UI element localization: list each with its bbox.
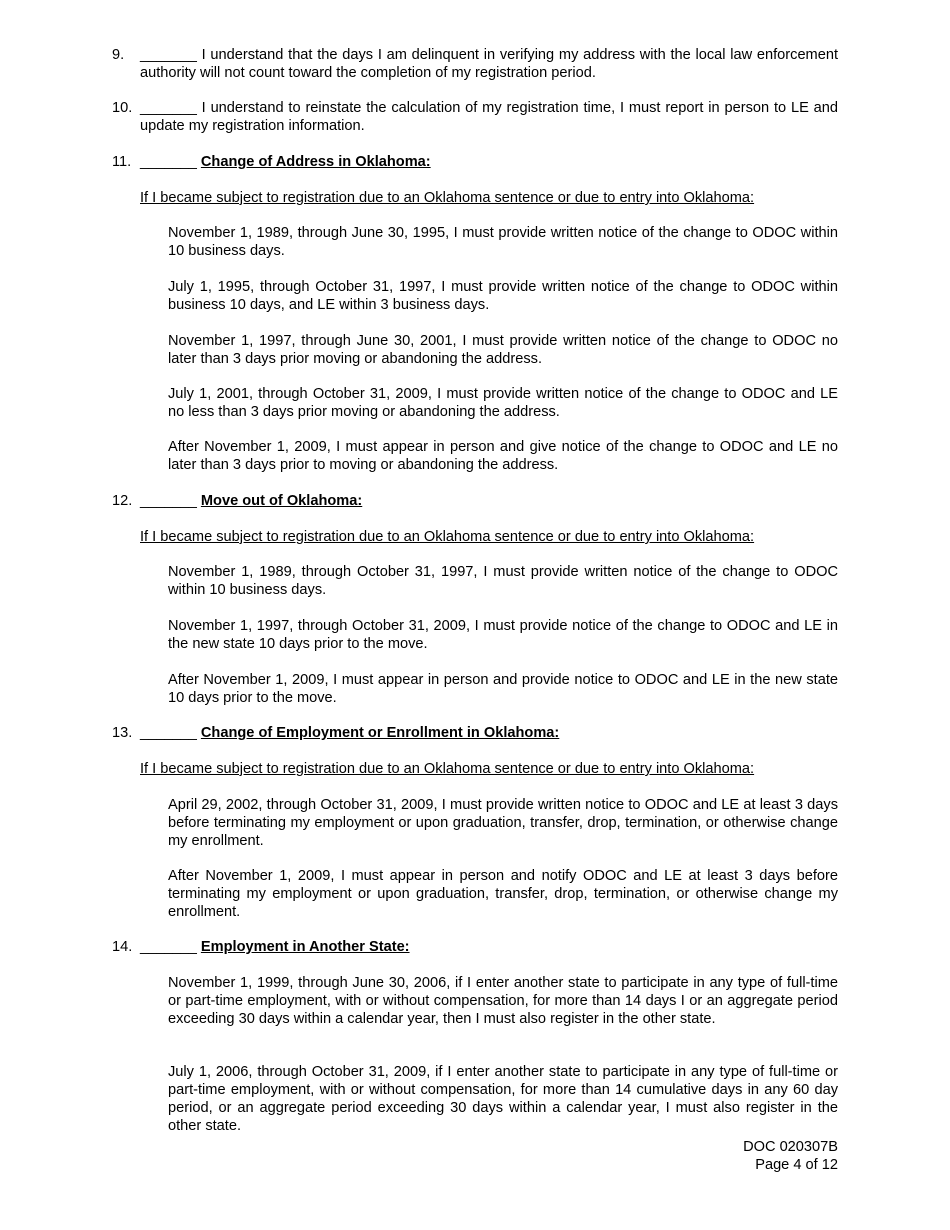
item-number: 11. bbox=[112, 154, 132, 170]
item-number: 14. bbox=[112, 939, 133, 955]
section-heading: Change of Employment or Enrollment in Oklahoma: bbox=[200, 725, 560, 741]
paragraph: November 1, 1997, through October 31, 2009, I must provide notice of the change to ODOC and LE in the new state 10 days prior to the move. bbox=[168, 618, 838, 652]
item-14 bbox=[112, 938, 838, 956]
section-subheading: If I became subject to registration due to an Oklahoma sentence or due to entry into Oklahoma: bbox=[140, 529, 755, 545]
section-heading: Change of Address in Oklahoma: bbox=[200, 154, 431, 170]
initial-blank: _______ bbox=[140, 154, 197, 170]
paragraph: November 1, 1999, through June 30, 2006, if I enter another state to participate in any type of full-time or part-time employment, with or without compensation, for more than 14 days I or an aggregate period exceeding 30 days within a calendar year, then I must also register in the other state. bbox=[168, 975, 838, 1027]
section-heading: Move out of Oklahoma: bbox=[200, 493, 363, 509]
paragraph: July 1, 1995, through October 31, 1997, I must provide written notice of the change to ODOC within business 10 days, and LE within 3 business days. bbox=[168, 279, 838, 313]
paragraph: July 1, 2006, through October 31, 2009, if I enter another state to participate in any type of full-time or part-time employment, with or without compensation, for more than 14 cumulative days in any 60 day period, or an aggregate period exceeding 30 days within a calendar year, I must also register in the other state. bbox=[168, 1064, 838, 1134]
item-12 bbox=[112, 492, 838, 510]
section-heading: Employment in Another State: bbox=[200, 939, 410, 955]
initial-blank: _______ bbox=[140, 493, 197, 509]
page-footer bbox=[743, 1138, 838, 1174]
item-13 bbox=[112, 724, 838, 742]
initial-blank: _______ bbox=[140, 100, 197, 116]
section-subheading: If I became subject to registration due to an Oklahoma sentence or due to entry into Oklahoma: bbox=[140, 761, 755, 777]
paragraph: July 1, 2001, through October 31, 2009, I must provide written notice of the change to ODOC and LE no less than 3 days prior moving or abandoning the address. bbox=[168, 386, 838, 420]
item-number: 10. bbox=[112, 100, 133, 116]
initial-blank: _______ bbox=[140, 939, 197, 955]
initial-blank: _______ bbox=[140, 47, 197, 63]
item-number: 9. bbox=[112, 47, 125, 63]
page-number: Page 4 of 12 bbox=[755, 1157, 838, 1173]
paragraph: November 1, 1989, through October 31, 1997, I must provide written notice of the change to ODOC within 10 business days. bbox=[168, 564, 838, 598]
section-subheading: If I became subject to registration due to an Oklahoma sentence or due to entry into Oklahoma: bbox=[140, 190, 755, 206]
item-text: I understand that the days I am delinquent in verifying my address with the local law enforcement authority will not count toward the completion of my registration period. bbox=[140, 47, 838, 81]
item-number: 12. bbox=[112, 493, 133, 509]
paragraph: November 1, 1989, through June 30, 1995, I must provide written notice of the change to ODOC within 10 business days. bbox=[168, 225, 838, 259]
item-text: I understand to reinstate the calculation of my registration time, I must report in person to LE and update my registration information. bbox=[140, 100, 838, 134]
paragraph: After November 1, 2009, I must appear in person and provide notice to ODOC and LE in the new state 10 days prior to the move. bbox=[168, 672, 838, 706]
paragraph: April 29, 2002, through October 31, 2009, I must provide written notice to ODOC and LE at least 3 days before terminating my employment or upon graduation, transfer, drop, termination, or otherwise change my enrollment. bbox=[168, 797, 838, 849]
paragraph: After November 1, 2009, I must appear in person and give notice of the change to ODOC and LE no later than 3 days prior to moving or abandoning the address. bbox=[168, 439, 838, 473]
doc-number: DOC 020307B bbox=[743, 1139, 838, 1155]
item-9 bbox=[112, 46, 838, 82]
item-number: 13. bbox=[112, 725, 133, 741]
paragraph: November 1, 1997, through June 30, 2001, I must provide written notice of the change to ODOC no later than 3 days prior moving or abandoning the address. bbox=[168, 333, 838, 367]
paragraph: After November 1, 2009, I must appear in person and notify ODOC and LE at least 3 days before terminating my employment or upon graduation, transfer, drop, termination, or otherwise change my enrollment. bbox=[168, 868, 838, 920]
item-10 bbox=[112, 99, 838, 135]
initial-blank: _______ bbox=[140, 725, 197, 741]
item-11 bbox=[112, 153, 838, 171]
